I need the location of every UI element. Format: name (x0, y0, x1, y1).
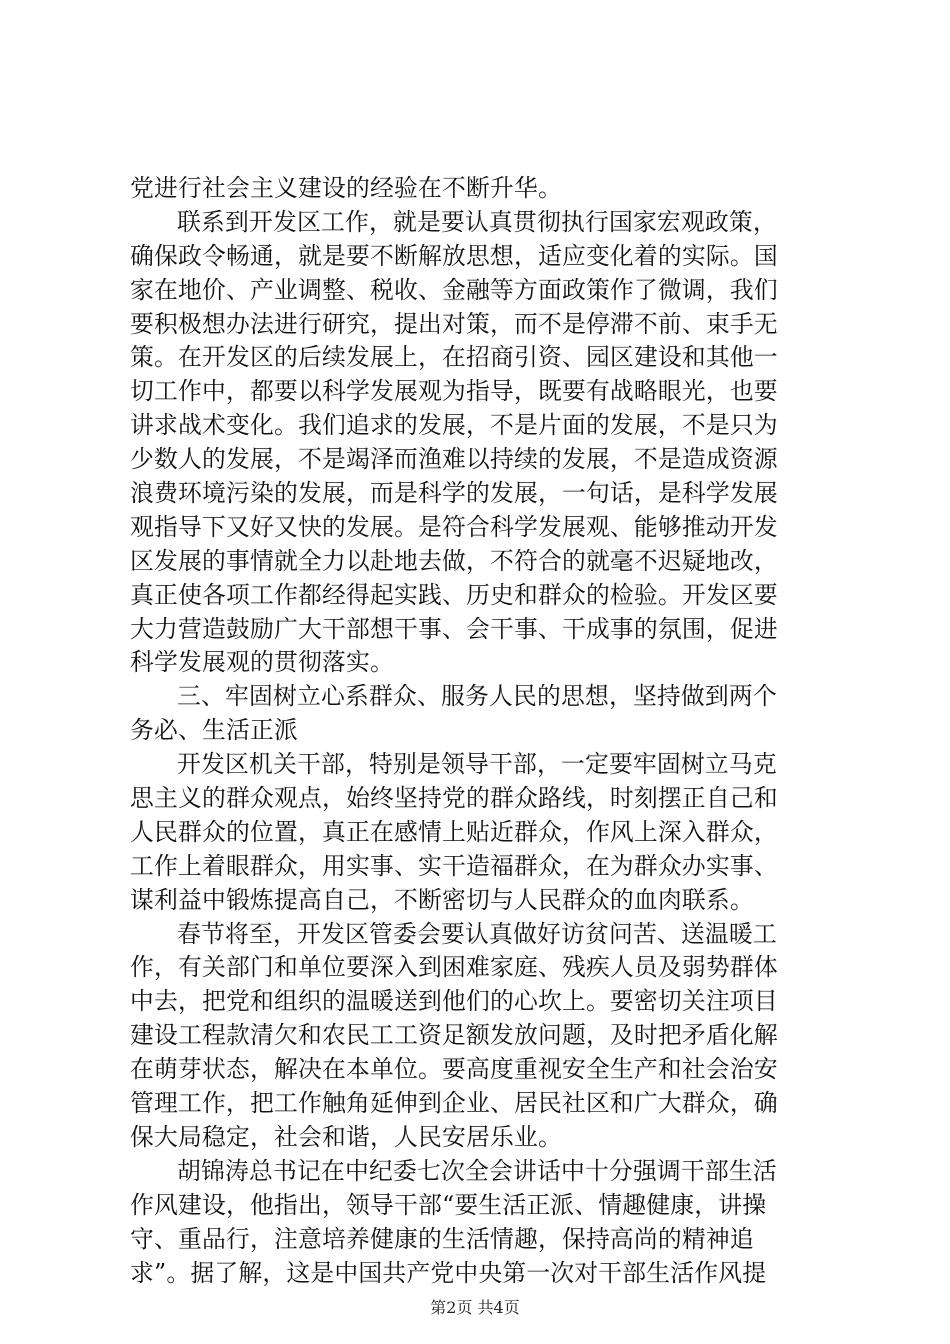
text-line: 思主义的群众观点，始终坚持党的群众路线，时刻摆正自己和 (130, 784, 778, 813)
text-line: 观指导下又好又快的发展。是符合科学发展观、能够推动开发 (130, 512, 778, 541)
text-line: 建设工程款清欠和农民工工资足额发放问题，及时把矛盾化解 (130, 1021, 778, 1050)
text-line: 策。在开发区的后续发展上，在招商引资、园区建设和其他一 (130, 343, 778, 372)
text-line: 少数人的发展，不是竭泽而渔难以持续的发展，不是造成资源 (130, 445, 778, 474)
text-line: 党进行社会主义建设的经验在不断升华。 (130, 174, 562, 202)
text-line: 区发展的事情就全力以赴地去做，不符合的就毫不迟疑地改， (130, 546, 778, 575)
text-line: 务必、生活正派 (130, 716, 298, 745)
text-line: 工作上着眼群众，用实事、实干造福群众，在为群众办实事、 (130, 851, 778, 880)
text-line: 作，有关部门和单位要深入到困难家庭、残疾人员及弱势群体 (130, 953, 778, 982)
text-line: 三、牢固树立心系群众、服务人民的思想，坚持做到两个 (177, 682, 777, 711)
text-line: 守、重品行，注意培养健康的生活情趣，保持高尚的精神追 (130, 1224, 754, 1253)
text-line: 要积极想办法进行研究，提出对策，而不是停滞不前、束手无 (130, 309, 778, 338)
text-line: 真正使各项工作都经得起实践、历史和群众的检验。开发区要 (130, 580, 778, 609)
text-line: 切工作中，都要以科学发展观为指导，既要有战略眼光，也要 (130, 377, 778, 406)
text-line: 确保政令畅通，就是要不断解放思想，适应变化着的实际。国 (130, 241, 778, 270)
text-line: 家在地价、产业调整、税收、金融等方面政策作了微调，我们 (130, 275, 778, 304)
document-body (130, 172, 830, 1290)
page-footer: 第2页 共4页 (430, 1298, 520, 1317)
text-line: 保大局稳定，社会和谐，人民安居乐业。 (130, 1122, 562, 1151)
text-line: 大力营造鼓励广大干部想干事、会干事、干成事的氛围，促进 (130, 614, 778, 643)
text-line: 在萌芽状态，解决在本单位。要高度重视安全生产和社会治安 (130, 1055, 778, 1084)
text-line: 讲求战术变化。我们追求的发展，不是片面的发展，不是只为 (130, 411, 778, 440)
text-line: 求”。据了解，这是中国共产党中央第一次对干部生活作风提 (130, 1258, 767, 1287)
text-line: 人民群众的位置，真正在感情上贴近群众，作风上深入群众， (130, 817, 778, 846)
text-line: 科学发展观的贯彻落实。 (130, 648, 394, 677)
text-line: 作风建设，他指出，领导干部“要生活正派、情趣健康，讲操 (130, 1190, 767, 1219)
text-line: 胡锦涛总书记在中纪委七次全会讲话中十分强调干部生活 (177, 1156, 777, 1185)
text-line: 谋利益中锻炼提高自己，不断密切与人民群众的血肉联系。 (130, 885, 754, 914)
text-line: 春节将至，开发区管委会要认真做好访贫问苦、送温暖工 (177, 919, 777, 948)
text-line: 管理工作，把工作触角延伸到企业、居民社区和广大群众，确 (130, 1089, 778, 1118)
text-line: 开发区机关干部，特别是领导干部，一定要牢固树立马克 (177, 750, 777, 779)
text-line: 中去，把党和组织的温暖送到他们的心坎上。要密切关注项目 (130, 987, 778, 1016)
text-line: 联系到开发区工作，就是要认真贯彻执行国家宏观政策， (177, 207, 777, 236)
text-line: 浪费环境污染的发展，而是科学的发展，一句话，是科学发展 (130, 479, 778, 508)
